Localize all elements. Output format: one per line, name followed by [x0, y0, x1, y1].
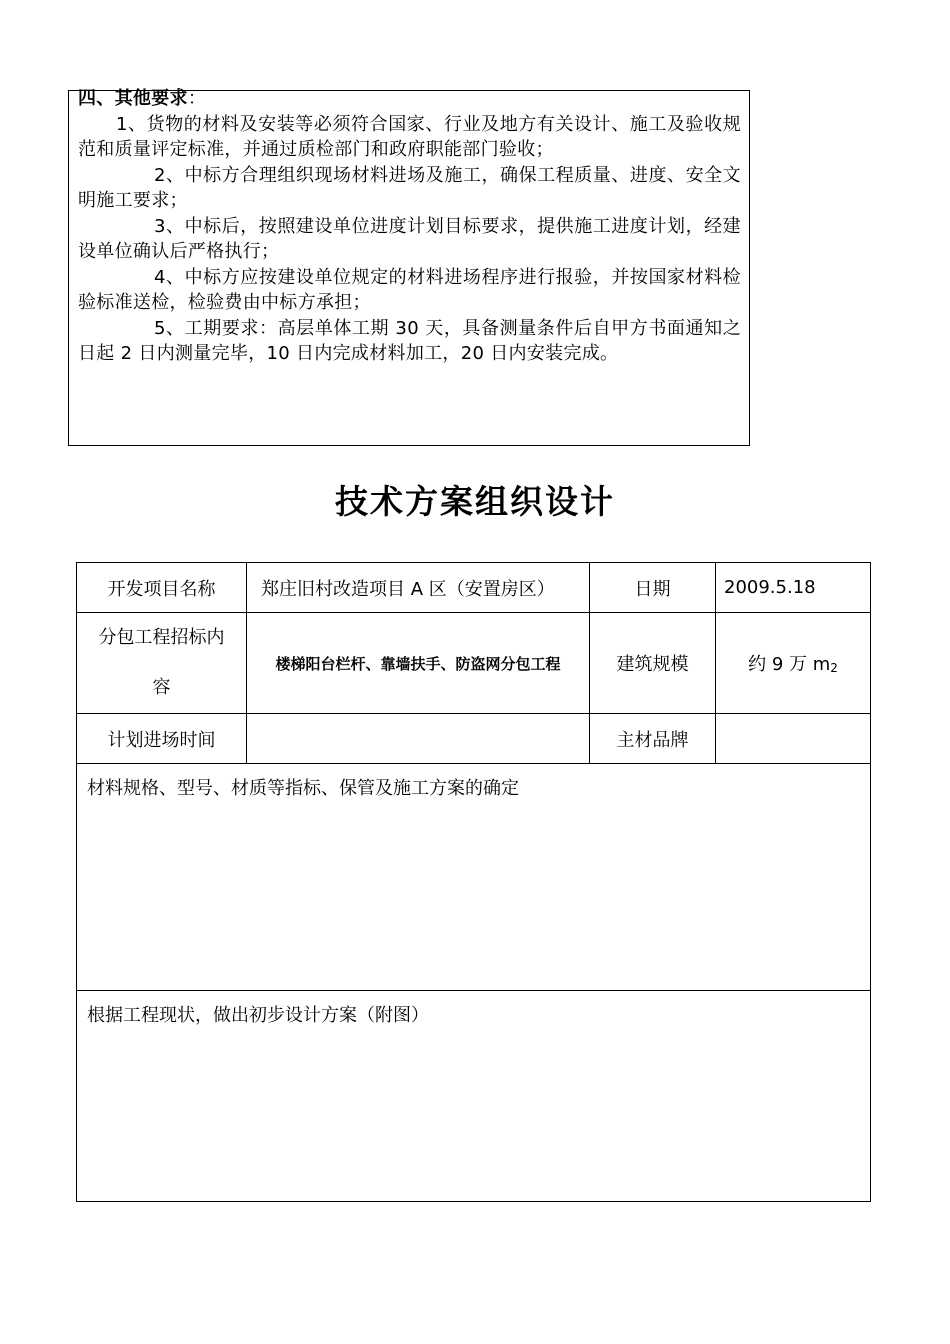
subcontract-label-line2: 容 [152, 677, 171, 699]
requirement-item-5: 5、工期要求：高层单体工期 30 天，具备测量条件后自甲方书面通知之日起 2 日内测量完毕，10 日内完成材料加工，20 日内安装完成。 [78, 317, 741, 364]
design-section [77, 990, 871, 1201]
date-label: 日期 [590, 563, 716, 613]
requirement-item-4: 4、中标方应按建设单位规定的材料进场程序进行报验，并按国家材料检验标准送检，检验费由中标方承担； [78, 266, 741, 313]
scale-label: 建筑规模 [590, 613, 716, 714]
entry-time-value [247, 714, 590, 764]
requirements-heading: 四、其他要求： [78, 88, 207, 109]
other-requirements-box [68, 90, 750, 446]
spec-section [77, 764, 871, 990]
subcontract-value: 楼梯阳台栏杆、靠墙扶手、防盗网分包工程 [247, 613, 590, 714]
brand-value [716, 714, 871, 764]
document-title: 技术方案组织设计 [335, 482, 615, 521]
date-value: 2009.5.18 [716, 563, 871, 613]
entry-time-label: 计划进场时间 [77, 714, 247, 764]
requirement-item-3: 3、中标后，按照建设单位进度计划目标要求，提供施工进度计划，经建设单位确认后严格执行； [78, 215, 741, 262]
scale-unit-subscript: 2 [830, 661, 838, 676]
technical-plan-form [76, 562, 871, 1202]
design-section-label: 根据工程现状，做出初步设计方案（附图） [87, 1004, 429, 1026]
requirement-item-1: 1、货物的材料及安装等必须符合国家、行业及地方有关设计、施工及验收规范和质量评定标准，并通过质检部门和政府职能部门验收； [78, 113, 741, 160]
subcontract-label-line1: 分包工程招标内 [98, 627, 225, 649]
project-name-value: 郑庄旧村改造项目 A 区（安置房区） [247, 563, 590, 613]
subcontract-label [77, 613, 247, 714]
scale-value: 约 9 万 $m_2$ [716, 613, 871, 714]
spec-section-label: 材料规格、型号、材质等指标、保管及施工方案的确定 [87, 778, 519, 800]
requirement-item-2: 2、中标方合理组织现场材料进场及施工，确保工程质量、进度、安全文明施工要求； [78, 164, 741, 211]
brand-label: 主材品牌 [590, 714, 716, 764]
project-name-label: 开发项目名称 [77, 563, 247, 613]
